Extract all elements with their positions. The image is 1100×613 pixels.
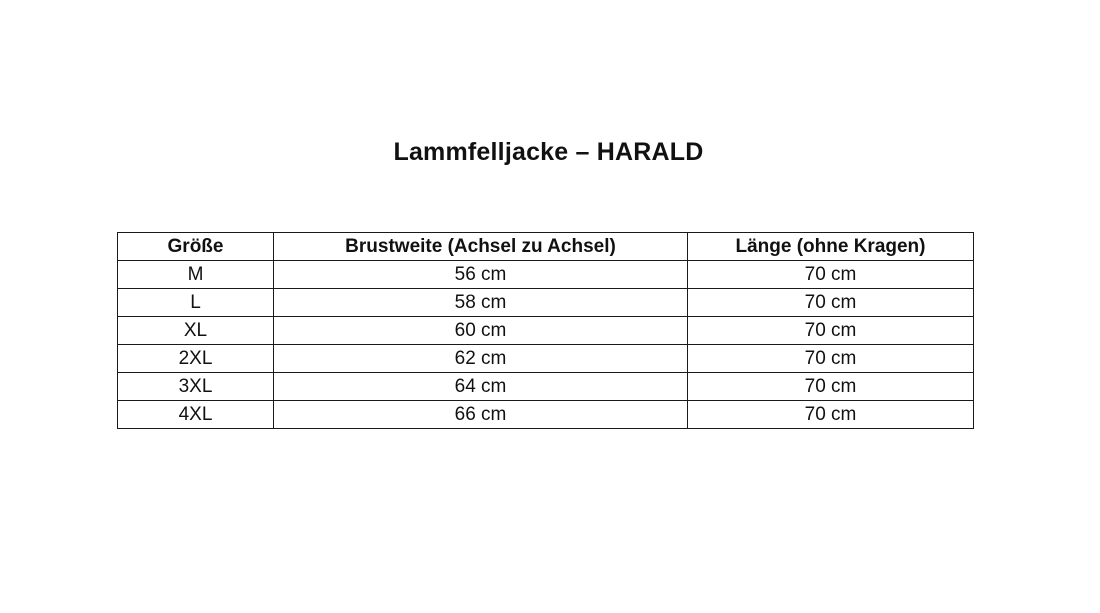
table-row — [118, 261, 974, 289]
cell-length: 70 cm — [688, 401, 974, 429]
page-title: Lammfelljacke – HARALD — [393, 138, 704, 166]
header-length: Länge (ohne Kragen) — [688, 233, 974, 261]
table-row — [118, 401, 974, 429]
header-chest-width: Brustweite (Achsel zu Achsel) — [274, 233, 688, 261]
cell-length: 70 cm — [688, 317, 974, 345]
cell-length: 70 cm — [688, 373, 974, 401]
cell-chest-width: 60 cm — [274, 317, 688, 345]
cell-chest-width: 56 cm — [274, 261, 688, 289]
table-row — [118, 289, 974, 317]
cell-length: 70 cm — [688, 345, 974, 373]
cell-chest-width: 58 cm — [274, 289, 688, 317]
table-row — [118, 317, 974, 345]
cell-size: 2XL — [118, 345, 274, 373]
table-row — [118, 373, 974, 401]
cell-chest-width: 64 cm — [274, 373, 688, 401]
header-size: Größe — [118, 233, 274, 261]
cell-length: 70 cm — [688, 289, 974, 317]
cell-size: 3XL — [118, 373, 274, 401]
cell-size: 4XL — [118, 401, 274, 429]
table-header-row — [118, 233, 974, 261]
cell-size: M — [118, 261, 274, 289]
cell-chest-width: 62 cm — [274, 345, 688, 373]
cell-size: XL — [118, 317, 274, 345]
size-chart-table — [117, 232, 974, 429]
table-row — [118, 345, 974, 373]
cell-chest-width: 66 cm — [274, 401, 688, 429]
cell-size: L — [118, 289, 274, 317]
cell-length: 70 cm — [688, 261, 974, 289]
